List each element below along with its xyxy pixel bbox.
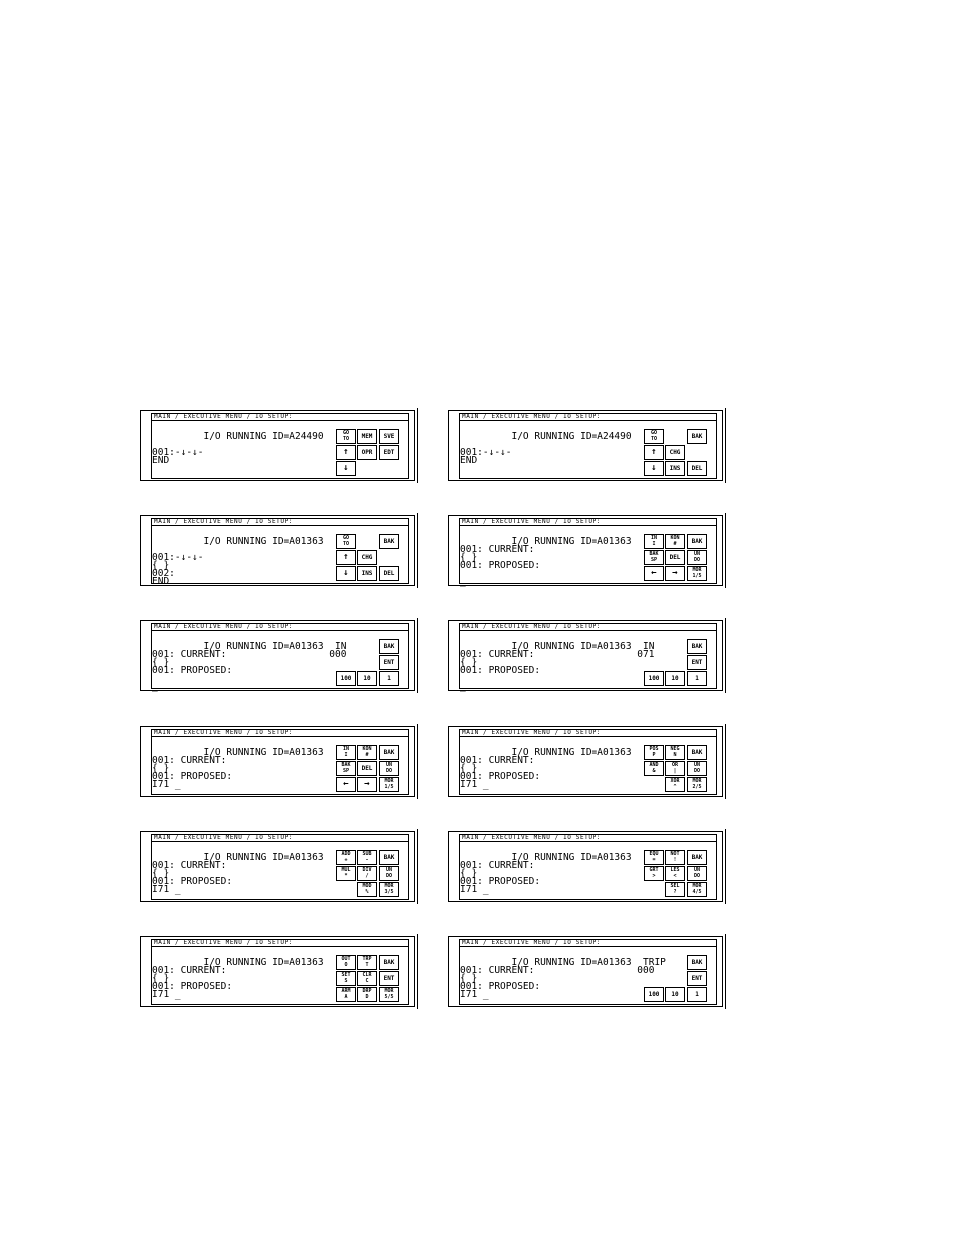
soft-key-button[interactable]: 100 bbox=[644, 987, 664, 1002]
breadcrumb: MAIN / EXECUTIVE MENU / IO SETUP: bbox=[459, 623, 717, 631]
soft-key-button[interactable]: 1 bbox=[687, 671, 707, 686]
soft-key-button[interactable]: KON # bbox=[665, 534, 685, 549]
soft-key-button[interactable]: AND & bbox=[644, 761, 664, 776]
soft-key-button[interactable]: NEG N bbox=[665, 745, 685, 760]
screen-text-line: { } bbox=[152, 763, 170, 774]
soft-key-button[interactable]: ↓ bbox=[336, 461, 356, 476]
soft-key-button[interactable]: XOR ^ bbox=[665, 777, 685, 792]
breadcrumb: MAIN / EXECUTIVE MENU / IO SETUP: bbox=[151, 939, 409, 947]
soft-key-button[interactable]: 10 bbox=[357, 671, 377, 686]
terminal-screen bbox=[140, 620, 415, 691]
terminal-screen bbox=[140, 410, 415, 481]
soft-key-button[interactable]: MOR 2/5 bbox=[687, 777, 707, 792]
screen-text-line: 001: CURRENT: 000 bbox=[460, 965, 655, 976]
screen-text-line: I/O RUNNING ID=A01363 bbox=[460, 536, 632, 547]
screen-text-line: 001: CURRENT: bbox=[152, 755, 227, 766]
soft-key-button[interactable]: UN DO bbox=[687, 761, 707, 776]
screen-text-line: 001: PROPOSED: bbox=[460, 771, 541, 782]
terminal-screen bbox=[140, 936, 415, 1007]
soft-key-button[interactable]: ↓ bbox=[644, 461, 664, 476]
soft-key-button[interactable]: UN DO bbox=[687, 866, 707, 881]
soft-key-button[interactable]: MOR 1/5 bbox=[687, 566, 707, 581]
soft-key-button[interactable]: ↑ bbox=[336, 550, 356, 565]
soft-key-button[interactable]: BAK bbox=[687, 745, 707, 760]
terminal-screen bbox=[448, 726, 723, 797]
soft-key-button[interactable]: POS P bbox=[644, 745, 664, 760]
soft-key-button[interactable]: ENT bbox=[687, 655, 707, 670]
soft-key-button[interactable]: INS bbox=[357, 566, 377, 581]
breadcrumb: MAIN / EXECUTIVE MENU / IO SETUP: bbox=[459, 729, 717, 737]
screen-text-line: 001: CURRENT: 000 bbox=[152, 649, 347, 660]
soft-key-button[interactable]: KON # bbox=[357, 745, 377, 760]
terminal-screen bbox=[448, 831, 723, 902]
screen-text-line: END bbox=[460, 455, 478, 466]
screen-text-line: { } bbox=[460, 868, 478, 879]
soft-key-button[interactable]: BAK bbox=[379, 534, 399, 549]
screen-text-line: I71 _ bbox=[152, 884, 181, 895]
terminal-screen bbox=[448, 515, 723, 586]
screen-text-line: I/O RUNNING ID=A01363 TRIP bbox=[460, 957, 666, 968]
soft-key-button[interactable]: DEL bbox=[665, 550, 685, 565]
soft-key-button[interactable]: 100 bbox=[644, 671, 664, 686]
soft-key-button[interactable]: ENT bbox=[379, 971, 399, 986]
soft-key-button[interactable]: UN DO bbox=[379, 761, 399, 776]
soft-key-button[interactable]: BAK bbox=[379, 745, 399, 760]
soft-key-button[interactable]: 1 bbox=[379, 671, 399, 686]
screen-text-line: I/O RUNNING ID=A01363 IN bbox=[152, 641, 347, 652]
soft-key-button[interactable]: 10 bbox=[665, 671, 685, 686]
screen-text-line: 002: bbox=[152, 568, 175, 579]
soft-key-button[interactable]: 10 bbox=[665, 987, 685, 1002]
soft-key-button[interactable]: CHG bbox=[665, 445, 685, 460]
soft-key-button[interactable]: NOT ! bbox=[665, 850, 685, 865]
screen-text-line: 001:-↓-↓- bbox=[460, 447, 512, 458]
screen-text-line: _ bbox=[460, 576, 466, 587]
soft-key-button[interactable]: BAK bbox=[687, 639, 707, 654]
screen-text-line: I/O RUNNING ID=A01363 bbox=[460, 747, 632, 758]
soft-key-button[interactable]: 1 bbox=[687, 987, 707, 1002]
screen-text-line: { } bbox=[460, 657, 478, 668]
soft-key-button[interactable]: BAK SP bbox=[644, 550, 664, 565]
screen-text-line: END bbox=[152, 576, 170, 587]
screen-text-line: I/O RUNNING ID=A01363 bbox=[460, 852, 632, 863]
soft-key-button[interactable]: ARM A bbox=[336, 987, 356, 1002]
soft-key-button[interactable]: ← bbox=[644, 566, 664, 581]
screen-text-line: I/O RUNNING ID=A01363 bbox=[152, 957, 324, 968]
screen-text-line: 001: CURRENT: bbox=[460, 860, 535, 871]
soft-key-button[interactable]: ADD + bbox=[336, 850, 356, 865]
screen-text-line: { } bbox=[152, 560, 170, 571]
breadcrumb: MAIN / EXECUTIVE MENU / IO SETUP: bbox=[151, 413, 409, 421]
soft-key-button[interactable]: IN I bbox=[644, 534, 664, 549]
soft-key-button[interactable]: MOR 1/5 bbox=[379, 777, 399, 792]
breadcrumb: MAIN / EXECUTIVE MENU / IO SETUP: bbox=[151, 623, 409, 631]
soft-key-button[interactable]: → bbox=[665, 566, 685, 581]
soft-key-button[interactable]: BAK bbox=[379, 850, 399, 865]
soft-key-button[interactable]: OUT O bbox=[336, 955, 356, 970]
soft-key-button[interactable]: 100 bbox=[336, 671, 356, 686]
soft-key-button[interactable]: ↑ bbox=[336, 445, 356, 460]
soft-key-button[interactable]: DRP D bbox=[357, 987, 377, 1002]
soft-key-button[interactable]: MOR 3/5 bbox=[379, 882, 399, 897]
screen-text-line: 001:-↓-↓- bbox=[152, 447, 204, 458]
screen-text-line: _ bbox=[460, 681, 466, 692]
screen-text-line: { } bbox=[460, 763, 478, 774]
terminal-screen bbox=[140, 726, 415, 797]
screen-text-line: { } bbox=[152, 868, 170, 879]
breadcrumb: MAIN / EXECUTIVE MENU / IO SETUP: bbox=[151, 729, 409, 737]
soft-key-button[interactable]: DEL bbox=[687, 461, 707, 476]
soft-key-button[interactable]: BAK bbox=[687, 850, 707, 865]
breadcrumb: MAIN / EXECUTIVE MENU / IO SETUP: bbox=[459, 518, 717, 526]
soft-key-button[interactable]: MOD % bbox=[357, 882, 377, 897]
soft-key-button[interactable]: DIV / bbox=[357, 866, 377, 881]
screen-text-line: 001: PROPOSED: bbox=[460, 665, 541, 676]
soft-key-button[interactable]: GO TO bbox=[336, 429, 356, 444]
screen-text-line: I/O RUNNING ID=A01363 bbox=[152, 747, 324, 758]
soft-key-button[interactable]: BAK SP bbox=[336, 761, 356, 776]
soft-key-button[interactable]: GO TO bbox=[644, 429, 664, 444]
soft-key-button[interactable]: BAK bbox=[687, 534, 707, 549]
soft-key-button[interactable]: BAK bbox=[687, 955, 707, 970]
breadcrumb: MAIN / EXECUTIVE MENU / IO SETUP: bbox=[459, 939, 717, 947]
screen-text-line: 001: CURRENT: bbox=[152, 860, 227, 871]
soft-key-button[interactable]: EDT bbox=[379, 445, 399, 460]
soft-key-button[interactable]: ENT bbox=[379, 655, 399, 670]
screen-text-line: 001: CURRENT: 071 bbox=[460, 649, 655, 660]
soft-key-button[interactable]: OPR bbox=[357, 445, 377, 460]
screen-text-line: I71 _ bbox=[152, 779, 181, 790]
soft-key-button[interactable]: DEL bbox=[357, 761, 377, 776]
screen-text-line: 001: CURRENT: bbox=[460, 755, 535, 766]
breadcrumb: MAIN / EXECUTIVE MENU / IO SETUP: bbox=[459, 834, 717, 842]
screen-text-line: I/O RUNNING ID=A01363 IN bbox=[460, 641, 655, 652]
terminal-screen bbox=[448, 410, 723, 481]
soft-key-button[interactable]: UN DO bbox=[379, 866, 399, 881]
soft-key-button[interactable]: MOR 5/5 bbox=[379, 987, 399, 1002]
terminal-screen bbox=[448, 936, 723, 1007]
screen-text-line: { } bbox=[152, 657, 170, 668]
breadcrumb: MAIN / EXECUTIVE MENU / IO SETUP: bbox=[459, 413, 717, 421]
soft-key-button[interactable]: GRT > bbox=[644, 866, 664, 881]
soft-key-button[interactable]: BAK bbox=[379, 639, 399, 654]
soft-key-button[interactable]: ENT bbox=[687, 971, 707, 986]
screen-text-line: _ bbox=[152, 681, 158, 692]
soft-key-button[interactable]: ← bbox=[336, 777, 356, 792]
screen-text-line: 001: CURRENT: bbox=[460, 544, 535, 555]
screen-text-line: 001: PROPOSED: bbox=[460, 981, 541, 992]
screen-text-line: 001: PROPOSED: bbox=[152, 771, 233, 782]
screen-text-line: 001: PROPOSED: bbox=[152, 876, 233, 887]
screen-text-line: I/O RUNNING ID=A01363 bbox=[152, 536, 324, 547]
soft-key-button[interactable]: → bbox=[357, 777, 377, 792]
screen-text-line: { } bbox=[460, 973, 478, 984]
soft-key-button[interactable]: CLR C bbox=[357, 971, 377, 986]
soft-key-button[interactable]: CHG bbox=[357, 550, 377, 565]
terminal-screen bbox=[448, 620, 723, 691]
soft-key-button[interactable]: BAK bbox=[687, 429, 707, 444]
soft-key-button[interactable]: GO TO bbox=[336, 534, 356, 549]
soft-key-button[interactable]: SUB - bbox=[357, 850, 377, 865]
soft-key-button[interactable]: BAK bbox=[379, 955, 399, 970]
soft-key-button[interactable]: MOR 4/5 bbox=[687, 882, 707, 897]
soft-key-button[interactable]: SET S bbox=[336, 971, 356, 986]
screen-text-line: 001: PROPOSED: bbox=[152, 981, 233, 992]
screen-text-line: 001:-↓-↓- bbox=[152, 552, 204, 563]
screen-text-line: I/O RUNNING ID=A01363 bbox=[152, 852, 324, 863]
screen-text-line: I71 _ bbox=[460, 779, 489, 790]
soft-key-button[interactable]: DEL bbox=[379, 566, 399, 581]
soft-key-button[interactable]: ↑ bbox=[644, 445, 664, 460]
soft-key-button[interactable]: IN I bbox=[336, 745, 356, 760]
soft-key-button[interactable]: EQU = bbox=[644, 850, 664, 865]
screen-text-line: 001: PROPOSED: bbox=[152, 665, 233, 676]
breadcrumb: MAIN / EXECUTIVE MENU / IO SETUP: bbox=[151, 518, 409, 526]
screen-text-line: 001: CURRENT: bbox=[152, 965, 227, 976]
soft-key-button[interactable]: MEM bbox=[357, 429, 377, 444]
screen-text-line: I71 _ bbox=[460, 989, 489, 1000]
terminal-screen bbox=[140, 831, 415, 902]
soft-key-button[interactable]: SEL ? bbox=[665, 882, 685, 897]
soft-key-button[interactable]: TRP T bbox=[357, 955, 377, 970]
screen-text-line: END bbox=[152, 455, 170, 466]
screen-text-line: 001: PROPOSED: bbox=[460, 876, 541, 887]
soft-key-button[interactable]: ↓ bbox=[336, 566, 356, 581]
screen-text-line: { } bbox=[152, 973, 170, 984]
screen-text-line: I/O RUNNING ID=A24490 bbox=[152, 431, 324, 442]
screen-text-line: 001: PROPOSED: bbox=[460, 560, 541, 571]
soft-key-button[interactable]: UN DO bbox=[687, 550, 707, 565]
soft-key-button[interactable]: MUL * bbox=[336, 866, 356, 881]
screen-text-line: I/O RUNNING ID=A24490 bbox=[460, 431, 632, 442]
screen-text-line: { } bbox=[460, 552, 478, 563]
screen-text-line: I71 _ bbox=[460, 884, 489, 895]
screen-text-line: I71 _ bbox=[152, 989, 181, 1000]
soft-key-button[interactable]: LES < bbox=[665, 866, 685, 881]
soft-key-button[interactable]: INS bbox=[665, 461, 685, 476]
soft-key-button[interactable]: SVE bbox=[379, 429, 399, 444]
terminal-screen bbox=[140, 515, 415, 586]
soft-key-button[interactable]: OR | bbox=[665, 761, 685, 776]
breadcrumb: MAIN / EXECUTIVE MENU / IO SETUP: bbox=[151, 834, 409, 842]
